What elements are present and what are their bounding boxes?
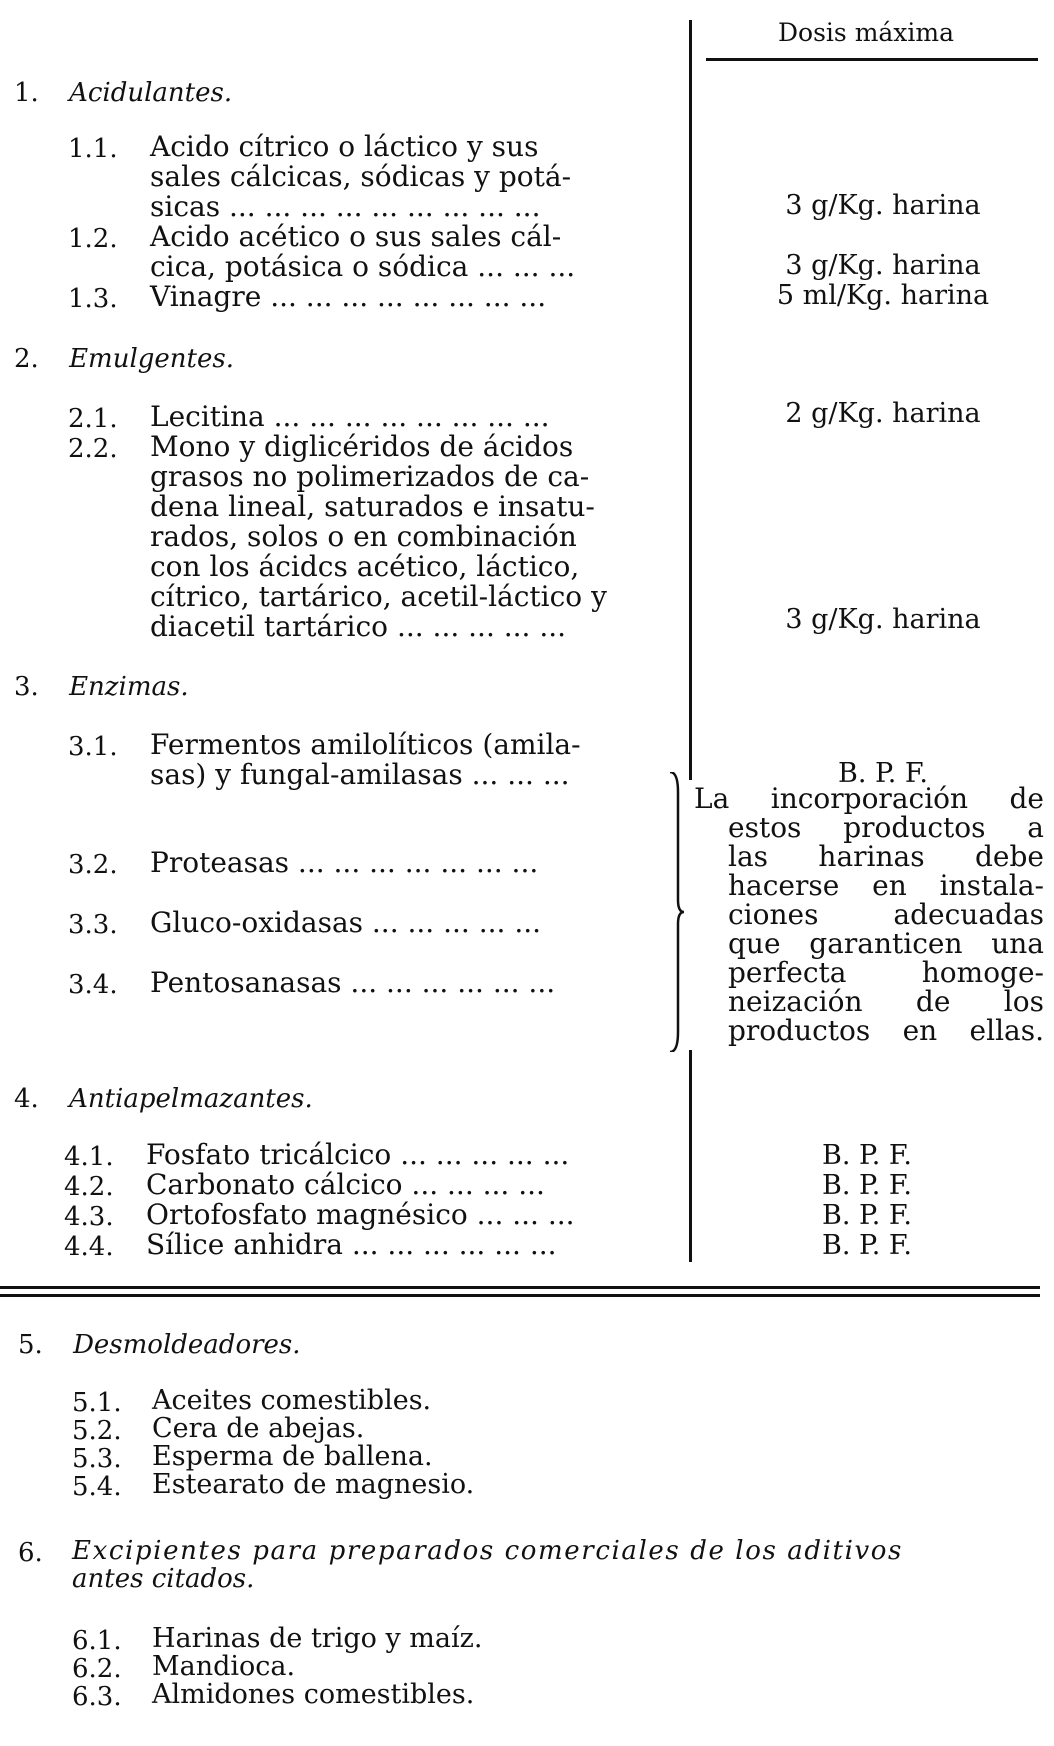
item-number: 5.2. [72, 1416, 122, 1446]
column-divider-bottom [689, 1050, 692, 1262]
section-number: 1. [14, 78, 39, 108]
item-text-line: cítrico, tartárico, acetil-láctico y [150, 580, 607, 613]
section-5-heading [18, 1330, 301, 1360]
enzyme-brace [668, 772, 686, 1052]
section-6-heading [18, 1538, 43, 1568]
item-number: 3.1. [68, 732, 118, 762]
item-text-line: Lecitina ... ... ... ... ... ... ... ... [150, 400, 550, 433]
item-text-line: Acido cítrico o láctico y sus [150, 130, 539, 163]
section-number: 4. [14, 1084, 39, 1114]
item-text-line: Aceites comestibles. [152, 1385, 432, 1416]
section-title: Enzimas. [69, 672, 189, 702]
item-dose: 2 g/Kg. harina [785, 398, 981, 429]
section-2-heading [14, 344, 234, 374]
item-dose: B. P. F. [822, 1140, 912, 1171]
item-text-line: Estearato de magnesio. [152, 1469, 475, 1500]
note-line: La incorporación de [694, 782, 1044, 815]
item-text-line: Mandioca. [152, 1651, 296, 1682]
item-number: 6.3. [72, 1682, 122, 1712]
item-text-line: Pentosanasas ... ... ... ... ... ... [150, 966, 556, 999]
item-dose: B. P. F. [822, 1200, 912, 1231]
column-divider-top [689, 20, 692, 780]
item-dose: B. P. F. [822, 1170, 912, 1201]
separator-rule-bottom [0, 1294, 1040, 1297]
item-number: 4.4. [64, 1232, 114, 1262]
item-text-line: Mono y diglicéridos de ácidos [150, 430, 574, 463]
item-text-line: Esperma de ballena. [152, 1441, 433, 1472]
section-number: 6. [18, 1538, 43, 1568]
separator-rule-top [0, 1286, 1040, 1289]
item-number: 1.2. [68, 224, 118, 254]
dose-column-header: Dosis máxima [778, 18, 955, 47]
item-text-line: grasos no polimerizados de ca- [150, 460, 590, 493]
section-1-heading [14, 78, 232, 108]
item-number: 4.2. [64, 1172, 114, 1202]
item-text-line: rados, solos o en combinación [150, 520, 577, 553]
item-text-line: sas) y fungal-amilasas ... ... ... [150, 758, 570, 791]
item-number: 4.1. [64, 1142, 114, 1172]
note-line: estos productos a [728, 811, 1044, 844]
section-number: 2. [14, 344, 39, 374]
item-dose: 3 g/Kg. harina [785, 604, 981, 635]
item-number: 6.1. [72, 1626, 122, 1656]
item-dose: 5 ml/Kg. harina [776, 280, 990, 311]
section-3-heading [14, 672, 189, 702]
section-title: Acidulantes. [69, 78, 233, 108]
item-dose: 3 g/Kg. harina [785, 190, 981, 221]
section-4-heading [14, 1084, 313, 1114]
item-text-line: dena lineal, saturados e insatu- [150, 490, 595, 523]
section-number: 3. [14, 672, 39, 702]
section-title: Desmoldeadores. [73, 1330, 301, 1360]
header-underline [706, 58, 1038, 61]
item-dose: B. P. F. [822, 1230, 912, 1261]
item-number: 1.3. [68, 284, 118, 314]
item-text-line: Almidones comestibles. [152, 1679, 475, 1710]
item-number: 5.4. [72, 1472, 122, 1502]
note-line: hacerse en instala- [728, 869, 1044, 902]
section-number: 5. [18, 1330, 43, 1360]
note-line: ciones adecuadas [728, 898, 1044, 931]
item-number: 3.2. [68, 850, 118, 880]
item-text-line: Acido acético o sus sales cál- [150, 220, 562, 253]
item-number: 6.2. [72, 1654, 122, 1684]
item-number: 3.4. [68, 970, 118, 1000]
item-number: 3.3. [68, 910, 118, 940]
item-text-line: Fosfato tricálcico ... ... ... ... ... [146, 1138, 570, 1171]
note-line: perfecta homoge- [728, 956, 1044, 989]
item-text-line: Cera de abejas. [152, 1413, 365, 1444]
item-text-line: sales cálcicas, sódicas y potá- [150, 160, 572, 193]
note-line: las harinas debe [728, 840, 1044, 873]
item-number: 5.1. [72, 1388, 122, 1418]
item-text-line: cica, potásica o sódica ... ... ... [150, 250, 576, 283]
item-text-line: sicas ... ... ... ... ... ... ... ... ... [150, 190, 541, 223]
note-line: neización de los [728, 985, 1044, 1018]
item-text-line: diacetil tartárico ... ... ... ... ... [150, 610, 567, 643]
item-number: 2.2. [68, 434, 118, 464]
item-text-line: Gluco-oxidasas ... ... ... ... ... [150, 906, 542, 939]
item-number: 4.3. [64, 1202, 114, 1232]
item-text-line: Carbonato cálcico ... ... ... ... [146, 1168, 545, 1201]
note-line: que garanticen una [728, 927, 1044, 960]
item-text-line: Proteasas ... ... ... ... ... ... ... [150, 846, 539, 879]
item-text-line: Harinas de trigo y maíz. [152, 1623, 483, 1654]
section-title: Emulgentes. [69, 344, 234, 374]
item-dose: B. P. F. [838, 758, 928, 789]
item-text-line: con los ácidcs acético, láctico, [150, 550, 580, 583]
item-dose: 3 g/Kg. harina [785, 250, 981, 281]
item-text-line: Vinagre ... ... ... ... ... ... ... ... [150, 280, 547, 313]
item-text-line: Fermentos amilolíticos (amila- [150, 728, 581, 761]
item-number: 2.1. [68, 404, 118, 434]
section-title-line: Excipientes para preparados comerciales de los aditivos [72, 1536, 903, 1566]
item-text-line: Ortofosfato magnésico ... ... ... [146, 1198, 575, 1231]
section-title-line: antes citados. [72, 1564, 255, 1594]
item-number: 5.3. [72, 1444, 122, 1474]
item-text-line: Sílice anhidra ... ... ... ... ... ... [146, 1228, 557, 1261]
item-number: 1.1. [68, 134, 118, 164]
note-line: productos en ellas. [728, 1014, 1044, 1047]
section-title: Antiapelmazantes. [69, 1084, 313, 1114]
